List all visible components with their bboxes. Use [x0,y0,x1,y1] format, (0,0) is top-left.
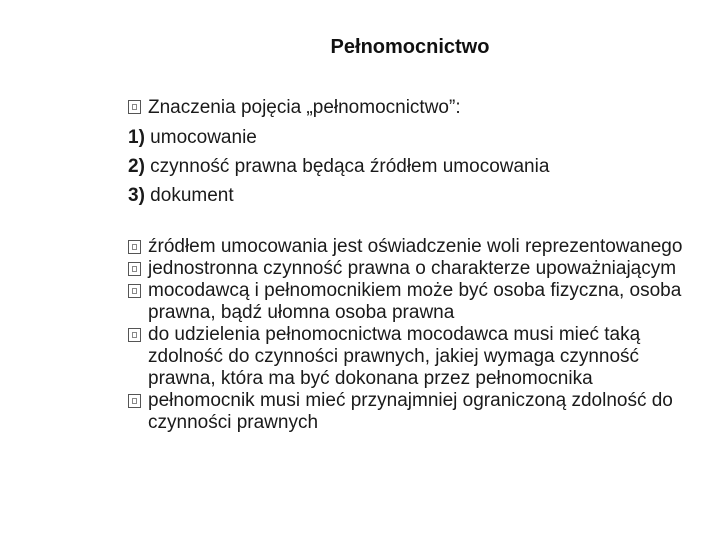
meaning-item [0,126,708,150]
slide-title: Pełnomocnictwo [330,36,490,58]
meaning-number: 3) [128,185,145,206]
meaning-item [0,155,708,179]
bullet-box-icon [128,284,141,298]
bullet-text: mocodawcą i pełnomocnikiem może być osoba fizyczna, osoba prawna, bądź ułomna osoba prawna [148,280,682,323]
bullet-item [128,390,708,434]
bullet-text: jednostronna czynność prawna o charakterze upoważniającym [148,258,677,279]
meaning-text: umocowanie [144,127,257,148]
meanings-heading [128,96,708,120]
meaning-item [0,184,708,208]
meaning-text: czynność prawna będąca źródłem umocowania [144,156,550,177]
bullet-item [128,236,708,258]
bullet-box-icon [128,262,141,276]
meaning-text: dokument [144,185,234,206]
bullet-text: źródłem umocowania jest oświadczenie woli reprezentowanego [148,236,683,257]
bullet-text: pełnomocnik musi mieć przynajmniej ograniczoną zdolność do czynności prawnych [148,390,673,433]
meanings-heading-text: Znaczenia pojęcia „pełnomocnictwo”: [148,97,461,118]
bullet-list [128,236,708,434]
bullet-box-icon [128,240,141,254]
meaning-number: 2) [128,156,145,177]
bullet-box-icon [128,328,141,342]
bullet-box-icon [128,100,141,114]
bullet-item [128,280,708,324]
bullet-item [128,324,708,390]
bullet-box-icon [128,394,141,408]
meaning-number: 1) [128,127,145,148]
meanings-section [128,96,708,213]
bullet-item [128,258,708,280]
bullet-text: do udzielenia pełnomocnictwa mocodawca musi mieć taką zdolność do czynności prawnych, jakiej wymaga czynność prawna, która ma być dokonana przez pełnomocnika [148,324,641,389]
